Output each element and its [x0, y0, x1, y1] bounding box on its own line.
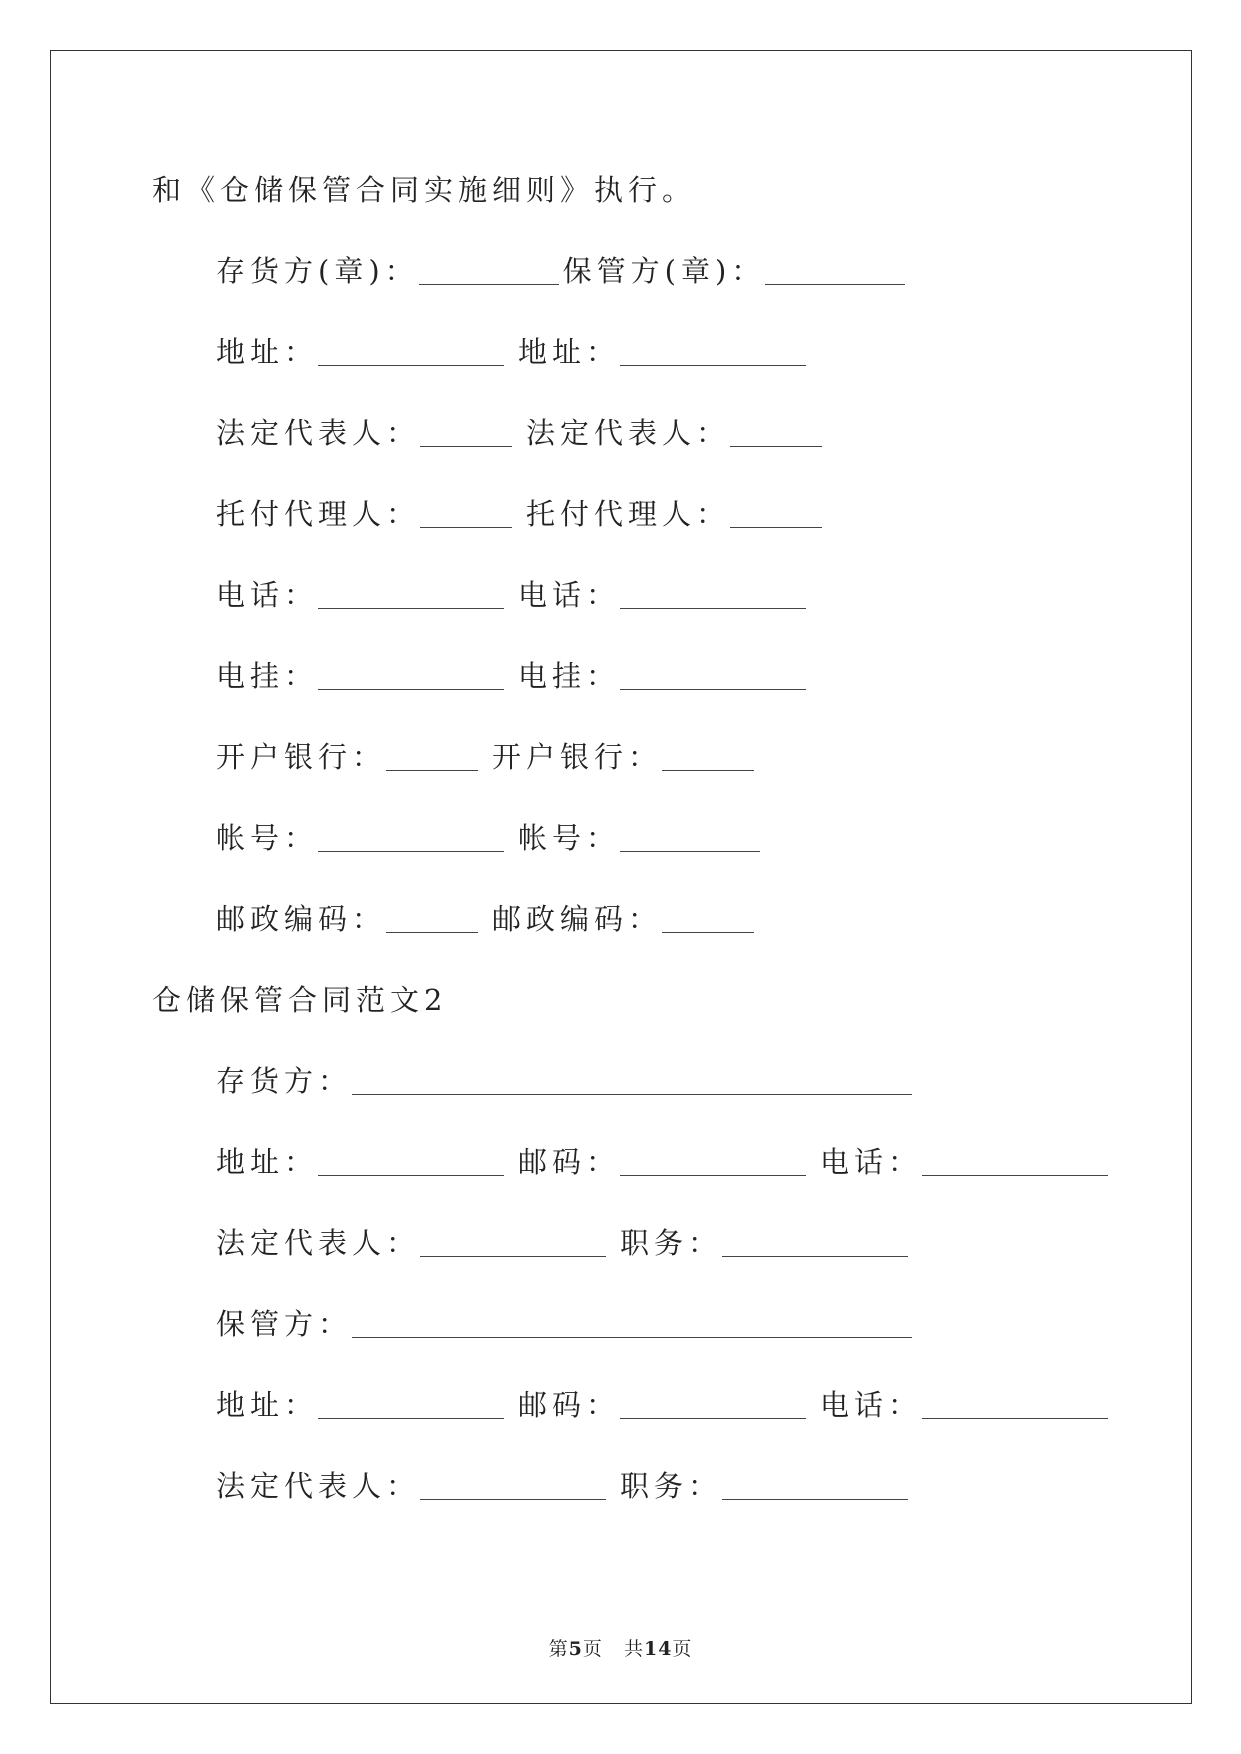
phone-label-left: 电话： — [216, 578, 319, 612]
telegram-label-right: 电挂： — [518, 659, 621, 693]
keeper-phone-blank[interactable] — [922, 1392, 1108, 1419]
legal-rep-blank-left[interactable] — [420, 420, 512, 447]
depositor-line — [216, 1063, 926, 1099]
agent-label-left: 托付代理人： — [216, 497, 421, 531]
account-label-left: 帐号： — [216, 821, 319, 855]
depositor-position-blank[interactable] — [722, 1230, 908, 1257]
page-footer — [0, 1634, 1241, 1661]
address-label-right: 地址： — [518, 335, 621, 369]
keeper-phone-label: 电话： — [820, 1388, 923, 1422]
keeper-rep-line — [216, 1468, 922, 1504]
seal-line — [216, 253, 919, 289]
keeper-blank[interactable] — [352, 1311, 912, 1338]
address-label-left: 地址： — [216, 335, 319, 369]
depositor-address-line — [216, 1144, 1108, 1180]
agent-label-right: 托付代理人： — [526, 497, 731, 531]
postcode-blank-right[interactable] — [662, 906, 754, 933]
legal-rep-label-right: 法定代表人： — [526, 416, 731, 450]
postcode-blank-left[interactable] — [386, 906, 478, 933]
telegram-label-left: 电挂： — [216, 659, 319, 693]
depositor-address-blank[interactable] — [318, 1149, 504, 1176]
account-label-right: 帐号： — [518, 821, 621, 855]
page-number: 5 — [568, 1638, 583, 1660]
depositor-rep-blank[interactable] — [420, 1230, 606, 1257]
keeper-address-label: 地址： — [216, 1388, 319, 1422]
phone-blank-right[interactable] — [620, 582, 806, 609]
depositor-rep-label: 法定代表人： — [216, 1226, 421, 1260]
agent-blank-right[interactable] — [730, 501, 822, 528]
page-frame — [50, 50, 1192, 1704]
keeper-position-blank[interactable] — [722, 1473, 908, 1500]
section-title-line — [152, 982, 447, 1018]
account-blank-left[interactable] — [318, 825, 504, 852]
depositor-blank[interactable] — [352, 1068, 912, 1095]
postcode-line — [216, 901, 768, 937]
postcode-label-left: 邮政编码： — [216, 902, 387, 936]
address-blank-left[interactable] — [318, 339, 504, 366]
bank-blank-right[interactable] — [662, 744, 754, 771]
total-pages: 14 — [643, 1638, 673, 1660]
account-line — [216, 820, 774, 856]
keeper-address-blank[interactable] — [318, 1392, 504, 1419]
clause-end-line — [152, 172, 696, 208]
total-suffix: 页 — [672, 1638, 693, 1660]
depositor-label: 存货方： — [216, 1064, 353, 1098]
keeper-zip-blank[interactable] — [620, 1392, 806, 1419]
depositor-phone-label: 电话： — [820, 1145, 923, 1179]
depositor-rep-line — [216, 1225, 922, 1261]
keeper-rep-label: 法定代表人： — [216, 1469, 421, 1503]
keeper-address-line — [216, 1387, 1108, 1423]
keeper-zip-label: 邮码： — [518, 1388, 621, 1422]
telegram-blank-left[interactable] — [318, 663, 504, 690]
telegram-blank-right[interactable] — [620, 663, 806, 690]
clause-end-text: 和《仓储保管合同实施细则》执行。 — [152, 173, 697, 207]
keeper-seal-blank[interactable] — [765, 258, 905, 285]
depositor-zip-label: 邮码： — [518, 1145, 621, 1179]
bank-label-right: 开户银行： — [492, 740, 663, 774]
address-line — [216, 334, 820, 370]
postcode-label-right: 邮政编码： — [492, 902, 663, 936]
depositor-phone-blank[interactable] — [922, 1149, 1108, 1176]
depositor-seal-blank[interactable] — [419, 258, 559, 285]
legal-rep-blank-right[interactable] — [730, 420, 822, 447]
depositor-seal-label: 存货方(章)： — [216, 254, 419, 288]
phone-line — [216, 577, 820, 613]
depositor-address-label: 地址： — [216, 1145, 319, 1179]
bank-blank-left[interactable] — [386, 744, 478, 771]
phone-label-right: 电话： — [518, 578, 621, 612]
keeper-seal-label: 保管方(章)： — [562, 254, 766, 288]
legal-rep-line — [216, 415, 836, 451]
address-blank-right[interactable] — [620, 339, 806, 366]
agent-line — [216, 496, 836, 532]
agent-blank-left[interactable] — [420, 501, 512, 528]
legal-rep-label-left: 法定代表人： — [216, 416, 421, 450]
keeper-rep-blank[interactable] — [420, 1473, 606, 1500]
total-prefix: 共 — [623, 1638, 644, 1660]
depositor-position-label: 职务： — [620, 1226, 723, 1260]
page-suffix: 页 — [582, 1638, 603, 1660]
section-title: 仓储保管合同范文2 — [152, 983, 448, 1017]
telegram-line — [216, 658, 820, 694]
bank-line — [216, 739, 768, 775]
keeper-label: 保管方： — [216, 1307, 353, 1341]
keeper-line — [216, 1306, 926, 1342]
phone-blank-left[interactable] — [318, 582, 504, 609]
bank-label-left: 开户银行： — [216, 740, 387, 774]
keeper-position-label: 职务： — [620, 1469, 723, 1503]
depositor-zip-blank[interactable] — [620, 1149, 806, 1176]
page-prefix: 第 — [548, 1638, 569, 1660]
account-blank-right[interactable] — [620, 825, 760, 852]
